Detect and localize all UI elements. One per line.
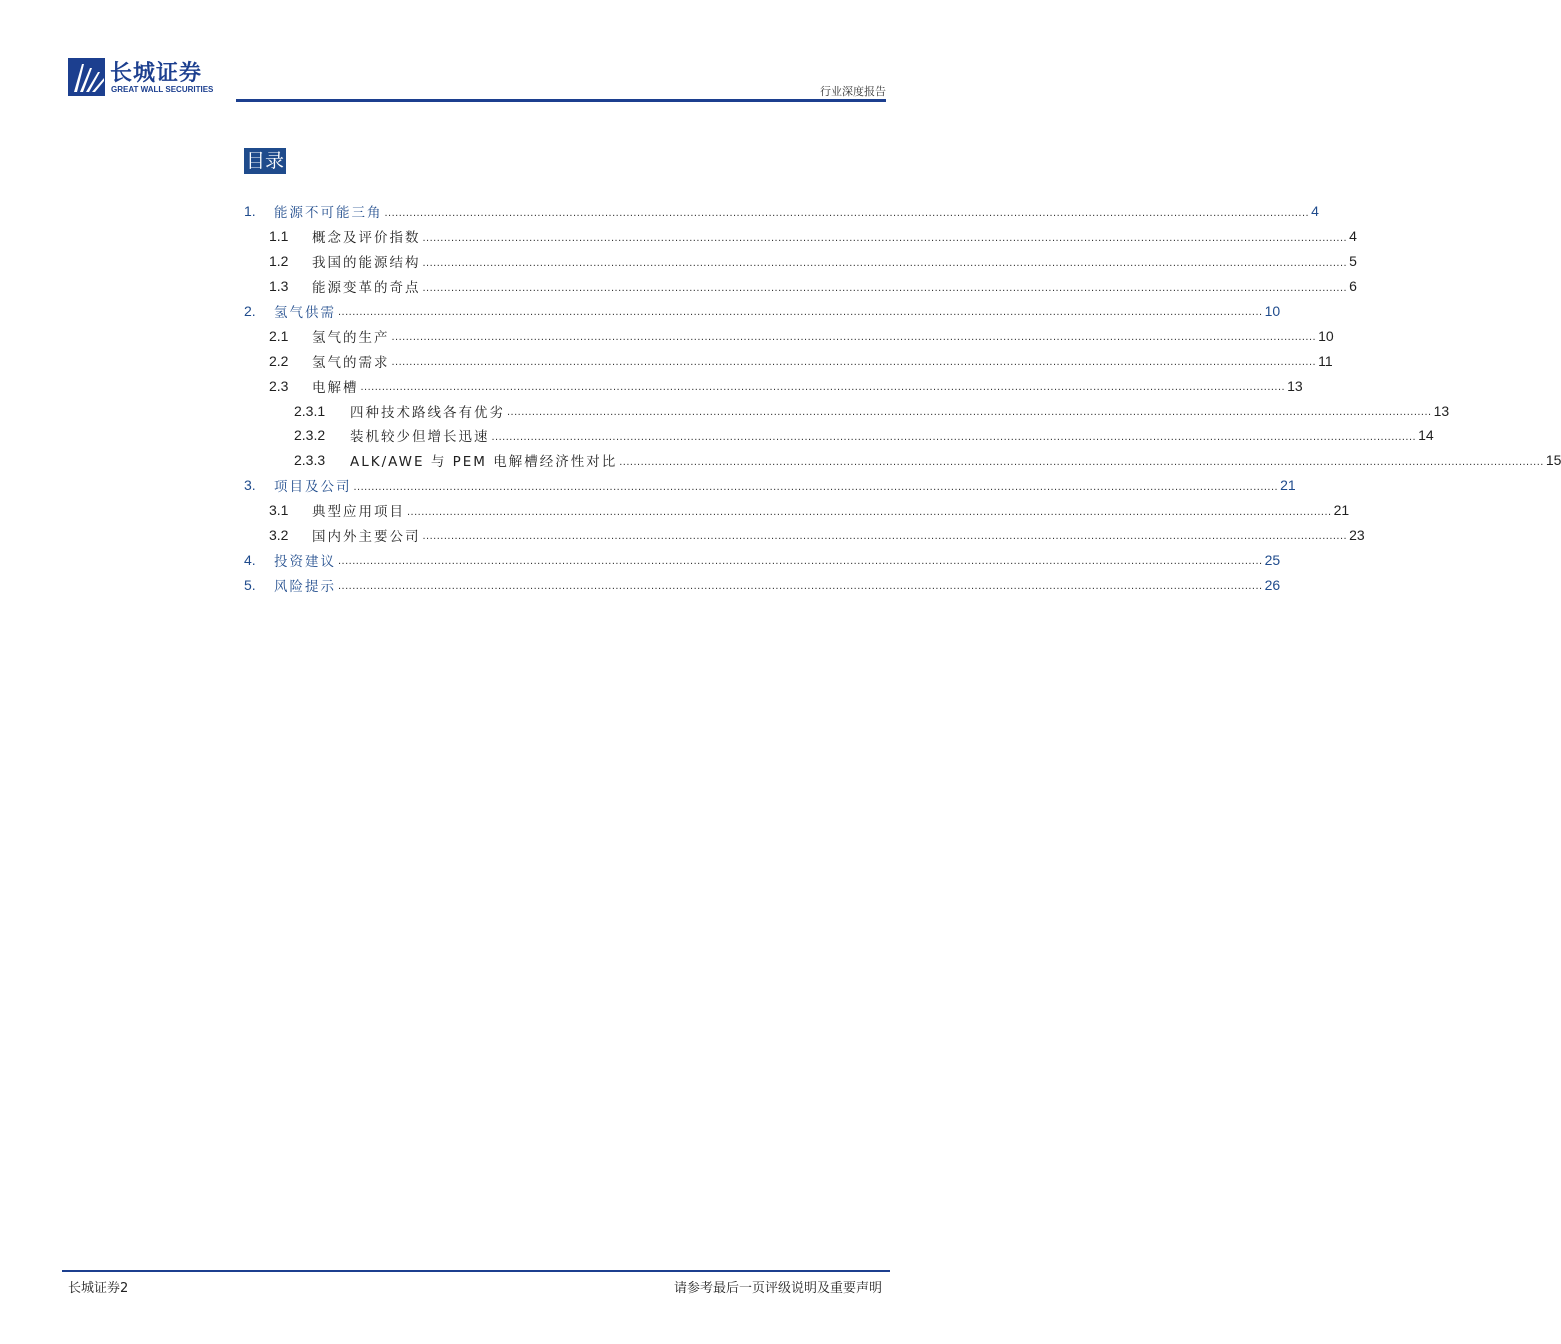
toc-entry[interactable] [244, 398, 1450, 423]
toc-entry-title: 能源不可能三角 [274, 205, 383, 222]
toc-entry-title: 氢气供需 [274, 305, 336, 321]
toc-dot-leader: .................................................................................................................................................................................................................................................................... [384, 206, 1310, 219]
great-wall-logo-icon [68, 58, 105, 96]
toc-entry[interactable] [244, 498, 1350, 523]
toc-dot-leader: .................................................................................................................................................................................................................................................................... [507, 406, 1432, 419]
toc-dot-leader: .................................................................................................................................................................................................................................................................... [422, 530, 1348, 543]
toc-entry-number: 2.2 [269, 352, 289, 369]
toc-entry-number: 1.2 [269, 253, 289, 270]
toc-dot-leader: .................................................................................................................................................................................................................................................................... [491, 430, 1417, 443]
toc-entry[interactable] [244, 299, 1281, 324]
toc-entry-title: 项目及公司 [274, 479, 352, 496]
toc-entry-page: 6 [1349, 278, 1357, 295]
toc-entry-number: 2.3.2 [294, 427, 326, 444]
logo-chinese-name: 长城证券 [110, 61, 203, 86]
toc-entry-title: 投资建议 [274, 553, 336, 570]
toc-entry-page: 21 [1280, 477, 1296, 494]
toc-dot-leader: .................................................................................................................................................................................................................................................................... [353, 480, 1279, 493]
toc-entry-page: 11 [1318, 352, 1333, 369]
footer-disclaimer: 请参考最后一页评级说明及重要声明 [673, 1281, 882, 1296]
toc-entry[interactable] [244, 523, 1365, 548]
toc-entry-number: 1.3 [269, 278, 289, 295]
footer-company-page: 长城证券2 [68, 1281, 129, 1296]
report-type-label: 行业深度报告 [820, 85, 886, 98]
company-logo [68, 58, 228, 98]
toc-entry[interactable] [244, 224, 1357, 249]
toc-dot-leader: .................................................................................................................................................................................................................................................................... [391, 331, 1317, 344]
toc-dot-leader: .................................................................................................................................................................................................................................................................... [338, 306, 1263, 319]
toc-entry[interactable] [244, 373, 1303, 398]
toc-entry-page: 4 [1349, 228, 1357, 245]
toc-entry-title: 电解槽 [312, 379, 359, 396]
toc-dot-leader: .................................................................................................................................................................................................................................................................... [422, 256, 1348, 269]
toc-dot-leader: .................................................................................................................................................................................................................................................................... [391, 356, 1317, 369]
toc-entry-page: 23 [1349, 527, 1365, 544]
toc-entry-title: 我国的能源结构 [312, 255, 421, 272]
toc-entry[interactable] [244, 572, 1281, 597]
toc-entry-number: 2. [244, 303, 256, 319]
footer-divider [62, 1270, 890, 1272]
toc-dot-leader: .................................................................................................................................................................................................................................................................... [360, 381, 1286, 394]
toc-entry-number: 4. [244, 551, 256, 568]
toc-entry[interactable] [244, 199, 1319, 224]
toc-entry-title: 风险提示 [274, 578, 336, 595]
toc-entry-number: 1.1 [269, 228, 289, 245]
toc-entry-title: 装机较少但增长迅速 [350, 429, 490, 446]
toc-entry-number: 3. [244, 477, 256, 494]
toc-entry-number: 5. [244, 576, 256, 593]
toc-entry-page: 26 [1264, 576, 1281, 593]
toc-entry-page: 21 [1333, 502, 1350, 519]
toc-title: 目录 [246, 150, 285, 172]
toc-entry[interactable] [244, 473, 1296, 498]
toc-entry-page: 5 [1349, 253, 1357, 270]
toc-entry-title: 氢气的生产 [312, 329, 390, 346]
toc-dot-leader: .................................................................................................................................................................................................................................................................... [407, 505, 1332, 518]
toc-entry[interactable] [244, 274, 1357, 299]
table-of-contents [244, 199, 1561, 597]
toc-entry-page: 10 [1318, 327, 1334, 344]
toc-dot-leader: .................................................................................................................................................................................................................................................................... [338, 555, 1263, 568]
toc-entry-number: 2.3.1 [294, 402, 326, 419]
toc-entry-title: 典型应用项目 [312, 504, 405, 521]
toc-dot-leader: .................................................................................................................................................................................................................................................................... [619, 455, 1544, 468]
toc-entry-title: 能源变革的奇点 [312, 280, 421, 297]
toc-entry-page: 4 [1311, 203, 1319, 220]
toc-entry-number: 1. [244, 203, 256, 220]
logo-english-name: GREAT WALL SECURITIES [111, 85, 214, 94]
toc-entry-number: 3.2 [269, 527, 289, 544]
toc-entry-page: 25 [1264, 551, 1281, 568]
toc-entry-page: 13 [1287, 377, 1303, 394]
toc-entry-number: 2.3 [269, 377, 289, 394]
toc-entry-title: 概念及评价指数 [312, 230, 421, 247]
toc-dot-leader: .................................................................................................................................................................................................................................................................... [422, 231, 1348, 244]
toc-entry-title: 四种技术路线各有优劣 [350, 404, 505, 421]
toc-entry-number: 3.1 [269, 502, 289, 519]
toc-entry[interactable] [244, 323, 1334, 348]
toc-entry-title: 氢气的需求 [312, 354, 390, 371]
toc-dot-leader: .................................................................................................................................................................................................................................................................... [422, 281, 1348, 294]
toc-entry-page: 10 [1264, 303, 1281, 319]
toc-entry[interactable] [244, 547, 1281, 572]
toc-entry[interactable] [244, 348, 1333, 373]
toc-entry-number: 2.3.3 [294, 452, 326, 469]
toc-entry-title: ALK/AWE 与 PEM 电解槽经济性对比 [350, 454, 618, 471]
toc-entry[interactable] [244, 249, 1357, 274]
toc-entry-page: 15 [1545, 452, 1561, 469]
toc-entry-title: 国内外主要公司 [312, 529, 421, 546]
toc-dot-leader: .................................................................................................................................................................................................................................................................... [338, 580, 1263, 593]
toc-entry-number: 2.1 [269, 327, 289, 344]
toc-entry[interactable] [244, 423, 1434, 448]
toc-entry-page: 13 [1433, 402, 1450, 419]
header-divider [236, 99, 886, 102]
toc-entry-page: 14 [1418, 427, 1434, 444]
toc-entry[interactable] [244, 448, 1561, 473]
